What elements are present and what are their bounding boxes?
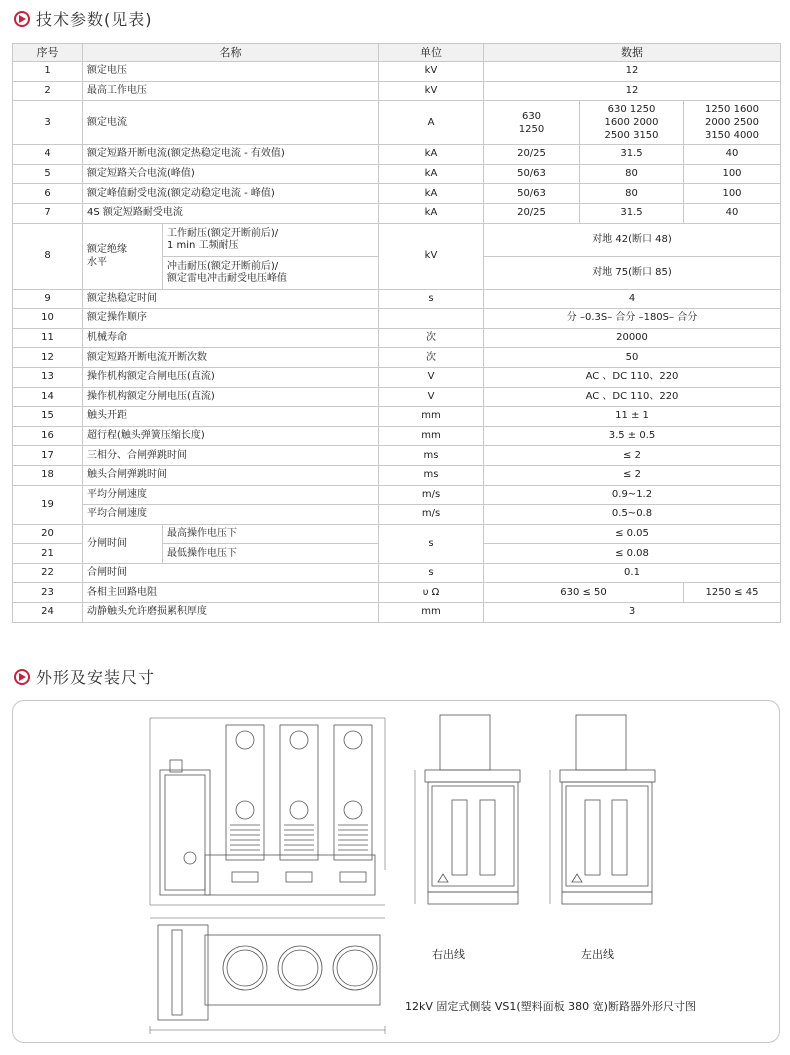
front-elevation-view: [150, 718, 385, 905]
row-unit: m/s: [379, 505, 484, 525]
current-value: 1600 2000: [604, 117, 659, 129]
row-value: 3: [484, 603, 781, 623]
row-name: 额定热稳定时间: [83, 289, 379, 309]
row-unit: kV: [379, 81, 484, 101]
right-outlet-view: [415, 715, 520, 904]
row-value: 4: [484, 289, 781, 309]
row-unit: υ Ω: [379, 583, 484, 603]
row-unit: 次: [379, 328, 484, 348]
row-unit: 次: [379, 348, 484, 368]
row-value-a: 50/63: [484, 164, 580, 184]
row-name: 额定短路关合电流(峰值): [83, 164, 379, 184]
subname-line: 1 min 工频耐压: [167, 239, 239, 251]
row-value-a: 20/25: [484, 203, 580, 223]
row-value-b: 80: [580, 164, 684, 184]
left-outlet-label: 左出线: [581, 948, 614, 961]
row-no: 11: [13, 328, 83, 348]
drawing-caption: 12kV 固定式侧装 VS1(塑料面板 380 宽)断路器外形尺寸图: [405, 1000, 696, 1013]
row-group-name: 分闸时间: [83, 524, 163, 563]
current-value: 2000 2500: [704, 117, 760, 129]
row-no: 16: [13, 426, 83, 446]
row-value: 0.5~0.8: [484, 505, 781, 525]
row-value: ≤ 0.05: [484, 524, 781, 544]
row-unit: kV: [379, 62, 484, 82]
row-unit: V: [379, 387, 484, 407]
row-no: 3: [13, 101, 83, 145]
row-no: 10: [13, 309, 83, 329]
row-name: 触头开距: [83, 407, 379, 427]
row-name: 4S 额定短路耐受电流: [83, 203, 379, 223]
row-name: 合闸时间: [83, 563, 379, 583]
row-name: 额定短路开断电流(额定热稳定电流 - 有效值): [83, 145, 379, 165]
row-no: 13: [13, 367, 83, 387]
row-value: AC 、DC 110、220: [484, 387, 781, 407]
row-no: 22: [13, 563, 83, 583]
row-unit: kA: [379, 184, 484, 204]
row-name: 额定峰值耐受电流(额定动稳定电流 - 峰值): [83, 184, 379, 204]
row-no: 14: [13, 387, 83, 407]
row-value: 12: [484, 62, 781, 82]
current-value: 1250: [518, 123, 545, 135]
row-no: 12: [13, 348, 83, 368]
row-value-c: 40: [684, 145, 781, 165]
row-name: 额定电流: [83, 101, 379, 145]
row-no: 19: [13, 485, 83, 524]
left-outlet-view: [550, 715, 655, 904]
col-header-name: 名称: [83, 44, 379, 62]
row-unit: mm: [379, 603, 484, 623]
row-value: 12: [484, 81, 781, 101]
row-value: ≤ 2: [484, 446, 781, 466]
row-name: 超行程(触头弹簧压缩长度): [83, 426, 379, 446]
row-name: 机械寿命: [83, 328, 379, 348]
row-no: 18: [13, 465, 83, 485]
row-no: 2: [13, 81, 83, 101]
row-no: 17: [13, 446, 83, 466]
row-unit: V: [379, 367, 484, 387]
row-unit: kA: [379, 145, 484, 165]
row-name: 最高工作电压: [83, 81, 379, 101]
row-no: 15: [13, 407, 83, 427]
row-unit: mm: [379, 407, 484, 427]
row-value: 11 ± 1: [484, 407, 781, 427]
section-title: 外形及安装尺寸: [36, 668, 156, 687]
row-value-a: 20/25: [484, 145, 580, 165]
row-value: 0.1: [484, 563, 781, 583]
current-value: 2500 3150: [604, 130, 659, 142]
row-no: 23: [13, 583, 83, 603]
row-no: 20: [13, 524, 83, 544]
row-no: 6: [13, 184, 83, 204]
plan-view: [150, 918, 385, 1034]
row-name: 操作机构额定合闸电压(直流): [83, 367, 379, 387]
subname-line: 工作耐压(额定开断前后)/: [167, 227, 279, 239]
row-value-b: 80: [580, 184, 684, 204]
row-no: 21: [13, 544, 83, 564]
row-unit: ms: [379, 446, 484, 466]
row-name: 额定操作顺序: [83, 309, 379, 329]
row-name: 额定电压: [83, 62, 379, 82]
row-value-c: 100: [684, 164, 781, 184]
row-value-c: 100: [684, 184, 781, 204]
row-unit: s: [379, 563, 484, 583]
row-value: 50: [484, 348, 781, 368]
row-subname: 最高操作电压下: [163, 524, 379, 544]
row-value-b: 31.5: [580, 145, 684, 165]
row-unit: m/s: [379, 485, 484, 505]
col-header-unit: 单位: [379, 44, 484, 62]
row-unit: mm: [379, 426, 484, 446]
row-name: 平均合闸速度: [83, 505, 379, 525]
row-name: 三相分、合闸弹跳时间: [83, 446, 379, 466]
row-no: 8: [13, 223, 83, 289]
row-no: 24: [13, 603, 83, 623]
row-no: 7: [13, 203, 83, 223]
row-value-b: 1250 ≤ 45: [684, 583, 781, 603]
row-unit: s: [379, 289, 484, 309]
row-unit: kV: [379, 223, 484, 289]
row-value-a: 50/63: [484, 184, 580, 204]
row-name: 平均分闸速度: [83, 485, 379, 505]
row-name: 操作机构额定分闸电压(直流): [83, 387, 379, 407]
row-name: 额定短路开断电流开断次数: [83, 348, 379, 368]
row-value: ≤ 0.08: [484, 544, 781, 564]
row-value: 0.9~1.2: [484, 485, 781, 505]
row-value: 20000: [484, 328, 781, 348]
col-header-no: 序号: [13, 44, 83, 62]
row-no: 5: [13, 164, 83, 184]
row-name: 触头合闸弹跳时间: [83, 465, 379, 485]
current-value: 630: [521, 110, 542, 122]
current-value: 1250 1600: [704, 104, 760, 116]
row-no: 9: [13, 289, 83, 309]
row-unit: ms: [379, 465, 484, 485]
row-name: 各相主回路电阻: [83, 583, 379, 603]
row-unit: kA: [379, 164, 484, 184]
row-unit: kA: [379, 203, 484, 223]
row-value-b: 31.5: [580, 203, 684, 223]
row-value: ≤ 2: [484, 465, 781, 485]
current-value: 3150 4000: [704, 130, 760, 142]
row-unit: A: [379, 101, 484, 145]
row-value: 对地 42(断口 48): [484, 223, 781, 256]
section-title: 技术参数(见表): [36, 10, 153, 29]
row-no: 1: [13, 62, 83, 82]
row-value: 对地 75(断口 85): [484, 256, 781, 289]
row-value-c: 40: [684, 203, 781, 223]
row-value: AC 、DC 110、220: [484, 367, 781, 387]
right-outlet-label: 右出线: [432, 948, 465, 961]
subname-line: 冲击耐压(额定开断前后)/: [167, 260, 279, 272]
row-value: 3.5 ± 0.5: [484, 426, 781, 446]
current-value: 630 1250: [607, 104, 656, 116]
row-value: 分 –0.3S– 合分 –180S– 合分: [484, 309, 781, 329]
insulation-level-label: 额定绝缘水平: [87, 244, 127, 269]
row-subname: 最低操作电压下: [163, 544, 379, 564]
row-no: 4: [13, 145, 83, 165]
subname-line: 额定雷电冲击耐受电压峰值: [167, 272, 287, 284]
col-header-data: 数据: [484, 44, 781, 62]
row-value-a: 630 ≤ 50: [484, 583, 684, 603]
row-unit: s: [379, 524, 484, 563]
row-name: 动静触头允许磨损累积厚度: [83, 603, 379, 623]
